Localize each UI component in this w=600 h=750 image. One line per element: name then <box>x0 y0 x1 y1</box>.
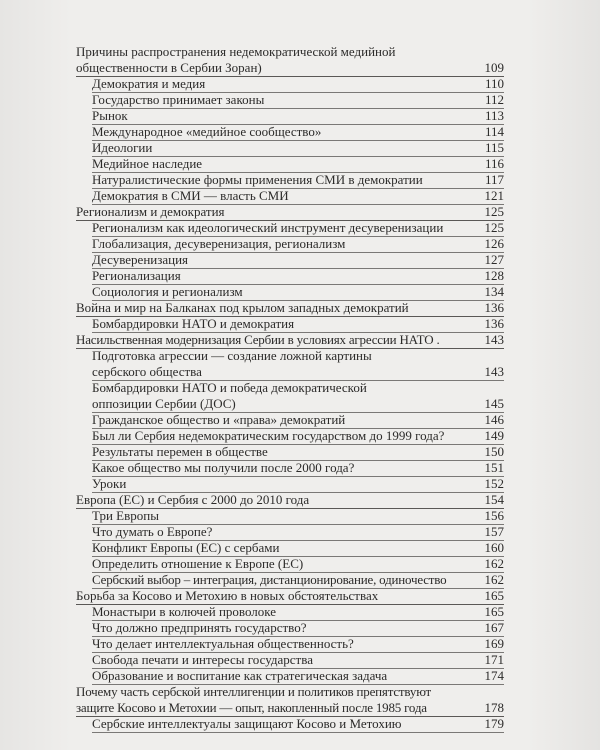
toc-chapter-entry <box>76 204 504 220</box>
toc-entry-line: Что делает интеллектуальная общественность? <box>92 636 354 651</box>
toc-entry-title <box>92 652 504 668</box>
toc-page-number: 149 <box>484 428 504 443</box>
toc-page-number: 113 <box>484 108 504 123</box>
toc-entry-title <box>76 492 504 508</box>
toc-page-number: 125 <box>484 204 504 219</box>
toc-entry-line: Что должно предпринять государство? <box>92 620 307 635</box>
toc-section-entry <box>76 620 504 636</box>
toc-entry-title <box>92 92 504 108</box>
toc-section-entry <box>76 284 504 300</box>
toc-entry-line: Какое общество мы получили после 2000 года? <box>92 460 355 475</box>
toc-page-number: 128 <box>484 268 504 283</box>
toc-entry-line: Медийное наследие <box>92 156 203 171</box>
toc-section-entry <box>76 316 504 332</box>
toc-page-number: 115 <box>484 140 504 155</box>
toc-page-number: 127 <box>484 252 504 267</box>
toc-entry-title <box>92 668 504 684</box>
toc-page-number: 171 <box>484 652 504 667</box>
toc-page-number: 109 <box>484 60 504 75</box>
toc-page-number: 116 <box>484 156 504 171</box>
toc-entry-title <box>92 444 504 460</box>
toc-entry-line: Сербские интеллектуалы защищают Косово и Метохию <box>92 716 402 731</box>
toc-entry-line: Бомбардировки НАТО и победа демократической <box>92 380 367 395</box>
toc-entry-line: Почему часть сербской интеллигенции и политиков препятствуют <box>76 684 432 699</box>
toc-page-number: 117 <box>484 172 504 187</box>
toc-page-number: 112 <box>484 92 504 107</box>
toc-section-entry <box>76 572 504 588</box>
toc-entry-title <box>92 236 504 252</box>
toc-entry-line: Натуралистические формы применения СМИ в демократии <box>92 172 423 187</box>
toc-page-number: 165 <box>484 588 504 603</box>
toc-page-number: 145 <box>484 396 504 411</box>
toc-entry-title <box>92 140 504 156</box>
toc-chapter-entry <box>76 588 504 604</box>
toc-entry-title <box>92 172 504 188</box>
toc-entry-line: Рынок <box>92 108 128 123</box>
toc-entry-title <box>92 460 504 476</box>
toc-section-entry <box>76 604 504 620</box>
toc-section-entry <box>76 76 504 92</box>
toc-entry-line: общественности в Сербии Зоран) <box>76 60 262 75</box>
toc-entry-line: защите Косово и Метохии — опыт, накопленный после 1985 года <box>76 700 427 715</box>
toc-section-entry <box>76 540 504 556</box>
toc-entry-title <box>92 572 504 588</box>
toc-section-entry <box>76 268 504 284</box>
toc-entry-line: Бомбардировки НАТО и демократия <box>92 316 295 331</box>
toc-page-number: 114 <box>484 124 504 139</box>
toc-page-number: 134 <box>484 284 504 299</box>
toc-page-number: 179 <box>484 716 504 731</box>
toc-entry-line: Война и мир на Балканах под крылом западных демократий <box>76 300 409 315</box>
toc-chapter-entry <box>76 44 504 76</box>
toc-entry-line: Демократия и медия <box>92 76 206 91</box>
toc-entry-title <box>92 316 504 332</box>
toc-entry-line: сербского общества <box>92 364 202 379</box>
toc-section-entry <box>76 252 504 268</box>
toc-page-number: 160 <box>484 540 504 555</box>
toc-entry-line: Регионализация <box>92 268 181 283</box>
toc-entry-title <box>92 188 504 204</box>
toc-page-number: 110 <box>484 76 504 91</box>
toc-entry-title <box>92 124 504 140</box>
toc-page-number: 162 <box>484 572 504 587</box>
toc-page-number: 157 <box>484 524 504 539</box>
toc-entry-title <box>92 220 504 236</box>
toc-page-number: 121 <box>484 188 504 203</box>
toc-page-number: 136 <box>484 300 504 315</box>
toc-entry-line: Международное «медийное сообщество» <box>92 124 322 139</box>
table-of-contents <box>76 44 504 732</box>
toc-section-entry <box>76 460 504 476</box>
toc-entry-line: Уроки <box>92 476 127 491</box>
toc-entry-title <box>76 44 504 76</box>
toc-entry-line: Определить отношение к Европе (ЕС) <box>92 556 304 571</box>
toc-page-number: 156 <box>484 508 504 523</box>
toc-entry-title <box>76 684 504 716</box>
toc-page-number: 162 <box>484 556 504 571</box>
toc-entry-title <box>92 716 504 732</box>
toc-page-number: 143 <box>484 332 504 347</box>
toc-entry-line: Глобализация, десуверенизация, регионализм <box>92 236 346 251</box>
toc-entry-title <box>76 332 504 348</box>
toc-section-entry <box>76 236 504 252</box>
toc-entry-title <box>76 588 504 604</box>
toc-chapter-entry <box>76 300 504 316</box>
toc-section-entry <box>76 428 504 444</box>
toc-section-entry <box>76 220 504 236</box>
toc-section-entry <box>76 668 504 684</box>
toc-entry-title <box>92 76 504 92</box>
toc-entry-line: Свобода печати и интересы государства <box>92 652 313 667</box>
toc-entry-title <box>92 428 504 444</box>
toc-section-entry <box>76 716 504 732</box>
toc-section-entry <box>76 108 504 124</box>
toc-entry-title <box>92 620 504 636</box>
toc-section-entry <box>76 348 504 380</box>
toc-entry-title <box>92 268 504 284</box>
toc-entry-line: Образование и воспитание как стратегическая задача <box>92 668 388 683</box>
toc-entry-title <box>76 204 504 220</box>
toc-page-number: 167 <box>484 620 504 635</box>
toc-entry-line: Что думать о Европе? <box>92 524 213 539</box>
toc-section-entry <box>76 444 504 460</box>
toc-page-number: 143 <box>484 364 504 379</box>
toc-entry-title <box>92 604 504 620</box>
toc-entry-line: Насильственная модернизация Сербии в условиях агрессии НАТО . <box>76 332 440 347</box>
toc-entry-line: Идеологии <box>92 140 153 155</box>
toc-section-entry <box>76 92 504 108</box>
toc-entry-line: Конфликт Европы (ЕС) с сербами <box>92 540 280 555</box>
toc-entry-line: Был ли Сербия недемократическим государством до 1999 года? <box>92 428 445 443</box>
toc-entry-line: Три Европы <box>92 508 159 523</box>
toc-entry-title <box>92 524 504 540</box>
toc-section-entry <box>76 172 504 188</box>
toc-entry-title <box>92 636 504 652</box>
toc-entry-line: Социология и регионализм <box>92 284 243 299</box>
toc-entry-title <box>92 540 504 556</box>
toc-entry-title <box>92 380 504 412</box>
toc-page-number: 165 <box>484 604 504 619</box>
toc-entry-title <box>92 252 504 268</box>
toc-page-number: 151 <box>484 460 504 475</box>
toc-page-number: 169 <box>484 636 504 651</box>
toc-entry-title <box>92 412 504 428</box>
toc-chapter-entry <box>76 332 504 348</box>
toc-section-entry <box>76 476 504 492</box>
toc-section-entry <box>76 652 504 668</box>
toc-chapter-entry <box>76 684 504 716</box>
toc-section-entry <box>76 124 504 140</box>
toc-entry-line: Сербский выбор – интеграция, дистанционирование, одиночество <box>92 572 447 587</box>
toc-section-entry <box>76 524 504 540</box>
toc-entry-title <box>76 300 504 316</box>
toc-section-entry <box>76 140 504 156</box>
toc-entry-line: Государство принимает законы <box>92 92 265 107</box>
toc-entry-title <box>92 348 504 380</box>
toc-section-entry <box>76 380 504 412</box>
toc-entry-title <box>92 556 504 572</box>
toc-page-number: 150 <box>484 444 504 459</box>
toc-entry-line: Результаты перемен в обществе <box>92 444 268 459</box>
toc-entry-line: Демократия в СМИ — власть СМИ <box>92 188 289 203</box>
toc-section-entry <box>76 188 504 204</box>
toc-entry-line: Гражданское общество и «права» демократий <box>92 412 346 427</box>
toc-section-entry <box>76 508 504 524</box>
toc-entry-line: Причины распространения недемократической медийной <box>76 44 396 59</box>
toc-section-entry <box>76 636 504 652</box>
toc-entry-line: Европа (ЕС) и Сербия с 2000 до 2010 года <box>76 492 310 507</box>
toc-entry-title <box>92 508 504 524</box>
toc-page-number: 154 <box>484 492 504 507</box>
toc-page-number: 152 <box>484 476 504 491</box>
toc-entry-line: оппозиции Сербии (ДОС) <box>92 396 236 411</box>
toc-page-number: 174 <box>484 668 504 683</box>
toc-page-number: 126 <box>484 236 504 251</box>
toc-entry-title <box>92 284 504 300</box>
toc-page-number: 136 <box>484 316 504 331</box>
toc-section-entry <box>76 156 504 172</box>
toc-page-number: 146 <box>484 412 504 427</box>
toc-entry-line: Борьба за Косово и Метохию в новых обстоятельствах <box>76 588 379 603</box>
toc-entry-line: Десуверенизация <box>92 252 189 267</box>
toc-chapter-entry <box>76 492 504 508</box>
toc-entry-title <box>92 156 504 172</box>
toc-page-number: 178 <box>484 700 504 715</box>
toc-section-entry <box>76 412 504 428</box>
toc-entry-line: Подготовка агрессии — создание ложной картины <box>92 348 372 363</box>
toc-entry-title <box>92 108 504 124</box>
toc-page-number: 125 <box>484 220 504 235</box>
toc-entry-line: Монастыри в колючей проволоке <box>92 604 277 619</box>
toc-section-entry <box>76 556 504 572</box>
toc-entry-title <box>92 476 504 492</box>
toc-entry-line: Регионализм и демократия <box>76 204 225 219</box>
toc-entry-line: Регионализм как идеологический инструмент десуверенизации <box>92 220 444 235</box>
